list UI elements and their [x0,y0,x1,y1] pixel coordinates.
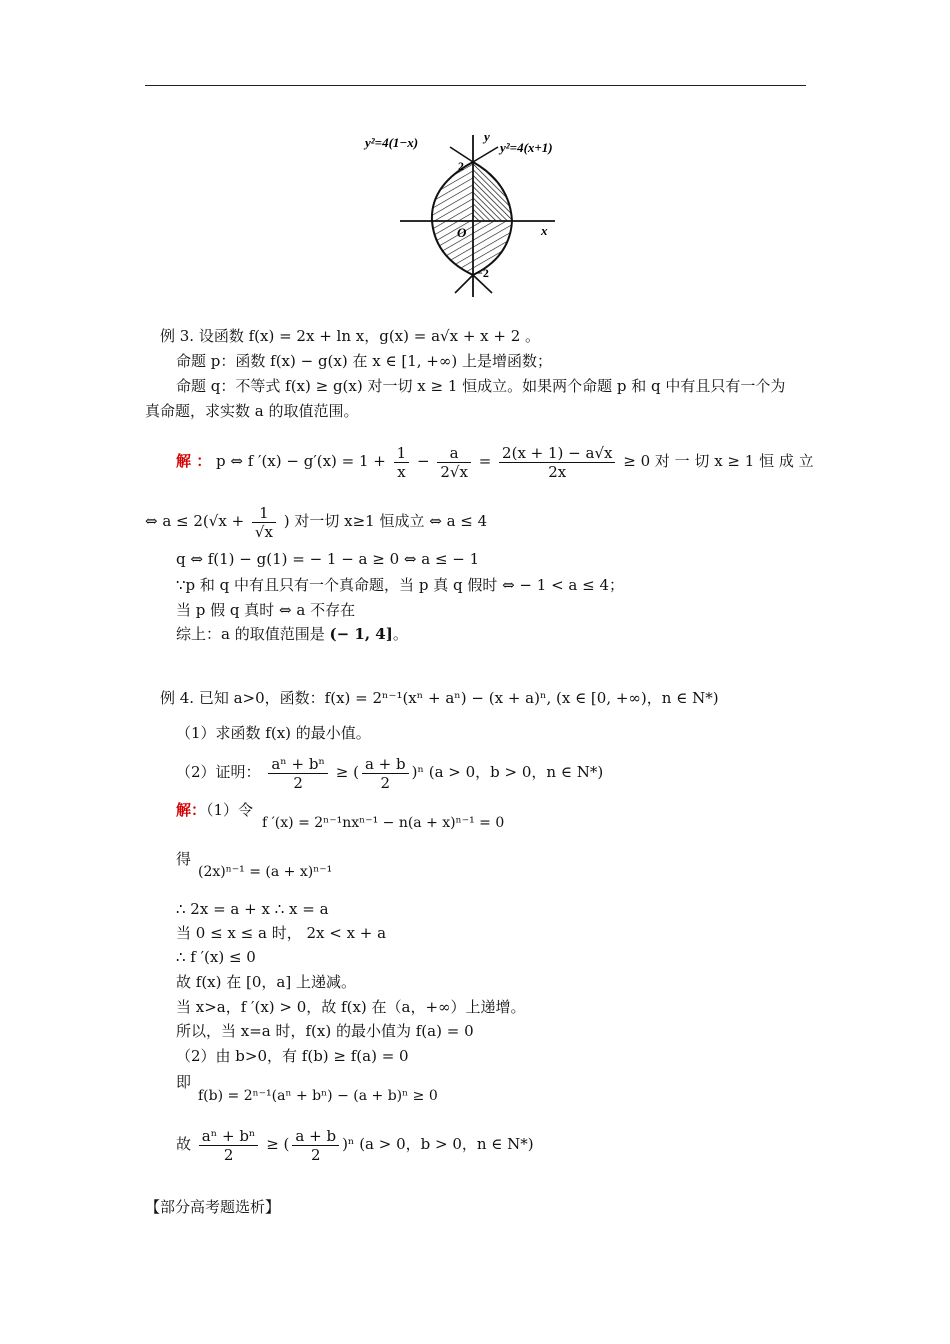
header-rule [145,85,806,86]
y-axis-label: y [484,129,490,144]
section-footer: 【部分高考题选析】 [145,1198,281,1216]
ex3-line2: ⇔ a ≤ 2(√x + $\frac{1}{√x}$ ) 对一切 x≥1 恒成立 ⇔ a ≤ 4 [145,503,488,541]
ex4-q1: （1）求函数 f(x) 的最小值。 [176,724,371,742]
ex4-s10: （2）由 b>0，有 f(b) ≥ f(a) = 0 [176,1047,409,1065]
label-right-curve: y²=4(x+1) [500,140,553,155]
ex4-s2: 得 [176,850,192,868]
solution-label: 解 ： [176,452,212,470]
right-upper-region [473,162,512,221]
ex4-q2: （2）证明： $\frac{\text{aⁿ + bⁿ}}{2}$ ≥ ( $\frac{a + b}{2}$ )ⁿ (a > 0，b > 0，n ∈ N*) [176,754,604,792]
ex4-solution-start: 解：（1）令 [176,801,254,819]
ex3-line6: 综上：a 的取值范围是 (− 1, 4]。 [176,625,408,643]
ex3-solution-p: 解 ： p ⇔ f ′(x) − g′(x) = 1 + $\frac{1}{x}$ − $\frac{a}{2√x}$ = $\frac{2(x + 1) - a√x}{2x}$ ≥ 0 对 一 切 x ≥ 1 恒 成 立 [176,443,814,481]
ex3-line4: ∵p 和 q 中有且只有一个真命题，当 p 真 q 假时 ⇔ − 1 < a ≤ 4； [176,576,625,594]
ex4-s11: 即 [176,1073,192,1091]
x-axis-label: x [541,223,548,238]
parabola-figure [360,125,600,300]
ex3-line3: q ⇔ f(1) − g(1) = − 1 − a ≥ 0 ⇔ a ≤ − 1 [176,550,480,568]
ex3-q2: 真命题，求实数 a 的取值范围。 [145,402,359,420]
ex3-q: 命题 q：不等式 f(x) ≥ g(x) 对一切 x ≥ 1 恒成立。如果两个命题 p 和 q 中有且只有一个为 [176,377,786,395]
ex4-s8: 当 x>a，f ′(x) > 0，故 f(x) 在（a，+∞）上递增。 [176,998,526,1016]
ex3-intro: 例 3. 设函数 f(x) = 2x + ln x，g(x) = a√x + x + 2 。 [160,327,541,345]
ex4-s5: 当 0 ≤ x ≤ a 时， 2x < x + a [176,924,387,942]
ex4-s4: ∴ 2x = a + x ∴ x = a [176,900,329,918]
ex4-s9: 所以，当 x=a 时，f(x) 的最小值为 f(a) = 0 [176,1022,474,1040]
ex4-s6: ∴ f ′(x) ≤ 0 [176,948,256,966]
left-region [432,162,473,275]
ex4-solution-label: 解： [176,801,207,819]
ex4-s3: (2x)ⁿ⁻¹ = (a + x)ⁿ⁻¹ [198,864,333,880]
origin-label: O [457,225,467,240]
ex4-s13: 故 $\frac{\text{aⁿ + bⁿ}}{2}$ ≥ ( $\frac{a + b}{2}$ )ⁿ (a > 0，b > 0，n ∈ N*) [176,1126,534,1164]
ex4-s7: 故 f(x) 在 [0，a] 上递减。 [176,973,356,991]
ex3-p: 命题 p：函数 f(x) − g(x) 在 x ∈ [1, +∞) 上是增函数； [176,352,552,370]
ex4-s12: f(b) = 2ⁿ⁻¹(aⁿ + bⁿ) − (a + b)ⁿ ≥ 0 [198,1088,438,1104]
label-left-curve: y²=4(1−x) [365,135,419,150]
tick-bottom: −2 [476,266,489,280]
ex4-intro: 例 4. 已知 a>0，函数：f(x) = 2ⁿ⁻¹(xⁿ + aⁿ) − (x + a)ⁿ, (x ∈ [0, +∞)，n ∈ N*) [160,689,719,707]
tick-top: 2 [458,159,464,173]
ex4-s1: f ′(x) = 2ⁿ⁻¹nxⁿ⁻¹ − n(a + x)ⁿ⁻¹ = 0 [262,815,505,831]
ex3-line5: 当 p 假 q 真时 ⇔ a 不存在 [176,601,356,619]
